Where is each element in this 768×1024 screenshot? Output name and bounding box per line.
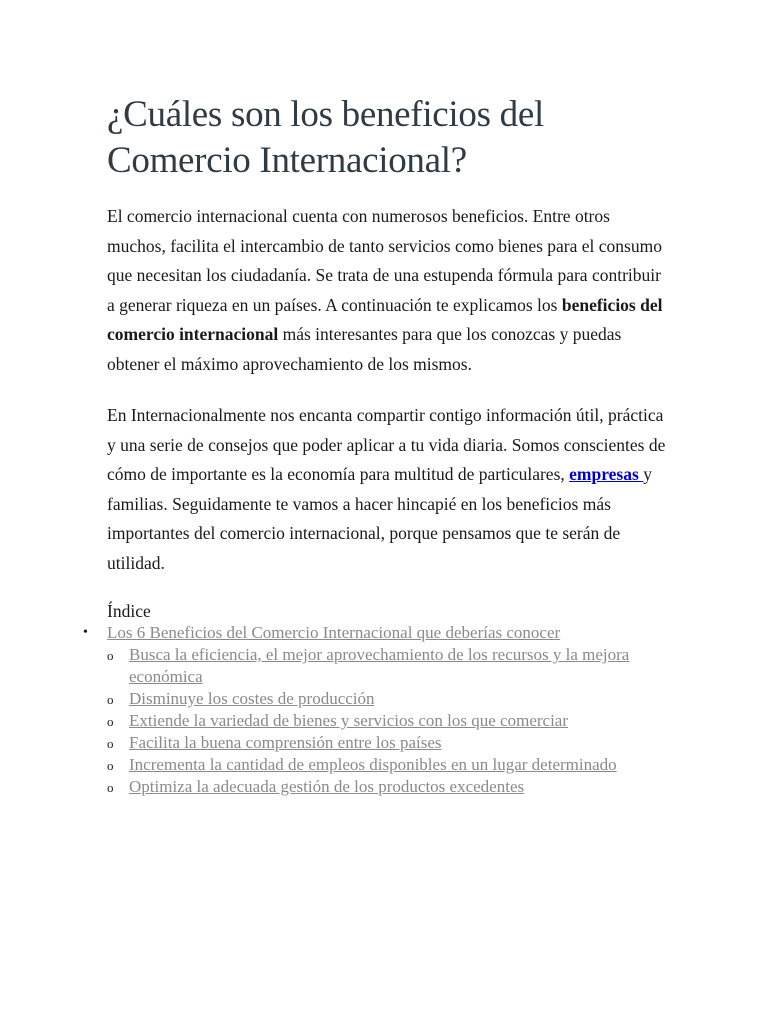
toc-sub-list — [107, 644, 667, 798]
second-paragraph — [107, 401, 667, 578]
toc-link-costes[interactable]: Disminuye los costes de producción — [129, 689, 375, 708]
intro-text-end: más interesantes para que los conozcas y puedas obtener el máximo aprovechamiento de los mismos. — [107, 324, 622, 374]
toc-sub-item — [107, 732, 667, 754]
toc-sub-item — [107, 776, 667, 798]
intro-paragraph — [107, 202, 667, 379]
toc-link-empleos[interactable]: Incrementa la cantidad de empleos disponibles en un lugar determinado — [129, 755, 617, 774]
toc-sub-item — [107, 688, 667, 710]
toc-link-variedad[interactable]: Extiende la variedad de bienes y servicios con los que comerciar — [129, 711, 568, 730]
toc-heading: Índice — [107, 601, 151, 621]
second-text-start: En Internacionalmente nos encanta compartir contigo información útil, práctica y una serie de consejos que poder aplicar a tu vida diaria. Somos conscientes de cómo de importante es la economía para multitud de particulares, — [107, 405, 666, 484]
circle-bullet-icon: o — [107, 692, 114, 707]
bullet-icon: • — [83, 625, 88, 640]
empresas-link[interactable]: empresas — [569, 464, 644, 484]
intro-text-start: El comercio internacional cuenta con numerosos beneficios. Entre otros muchos, facilita el intercambio de tanto servicios como bienes para el consumo que necesitan los ciudadanía. Se trata de una estupenda fórmula para contribuir a generar riqueza en un países. A continuación te explicamos los — [107, 206, 662, 315]
article-page — [83, 92, 667, 798]
toc-link-main[interactable]: Los 6 Beneficios del Comercio Internacional que deberías conocer — [107, 623, 561, 642]
circle-bullet-icon: o — [107, 648, 114, 663]
toc-link-excedentes[interactable]: Optimiza la adecuada gestión de los productos excedentes — [129, 777, 525, 796]
second-text-end: y familias. Seguidamente te vamos a hacer hincapié en los beneficios más importantes del comercio internacional, porque pensamos que te serán de utilidad. — [107, 464, 652, 573]
circle-bullet-icon: o — [107, 736, 114, 751]
article-title: ¿Cuáles son los beneficios del Comercio Internacional? — [107, 94, 544, 181]
circle-bullet-icon: o — [107, 758, 114, 773]
circle-bullet-icon: o — [107, 780, 114, 795]
toc-sub-item — [107, 644, 667, 688]
intro-bold-phrase: beneficios del comercio internacional — [107, 294, 663, 344]
toc-sub-item — [107, 754, 667, 776]
toc-main-item — [83, 622, 667, 798]
table-of-contents — [83, 622, 667, 798]
toc-link-comprension[interactable]: Facilita la buena comprensión entre los países — [129, 733, 442, 752]
circle-bullet-icon: o — [107, 714, 114, 729]
toc-link-eficiencia[interactable]: Busca la eficiencia, el mejor aprovechamiento de los recursos y la mejora económica — [129, 645, 630, 686]
toc-sub-item — [107, 710, 667, 732]
